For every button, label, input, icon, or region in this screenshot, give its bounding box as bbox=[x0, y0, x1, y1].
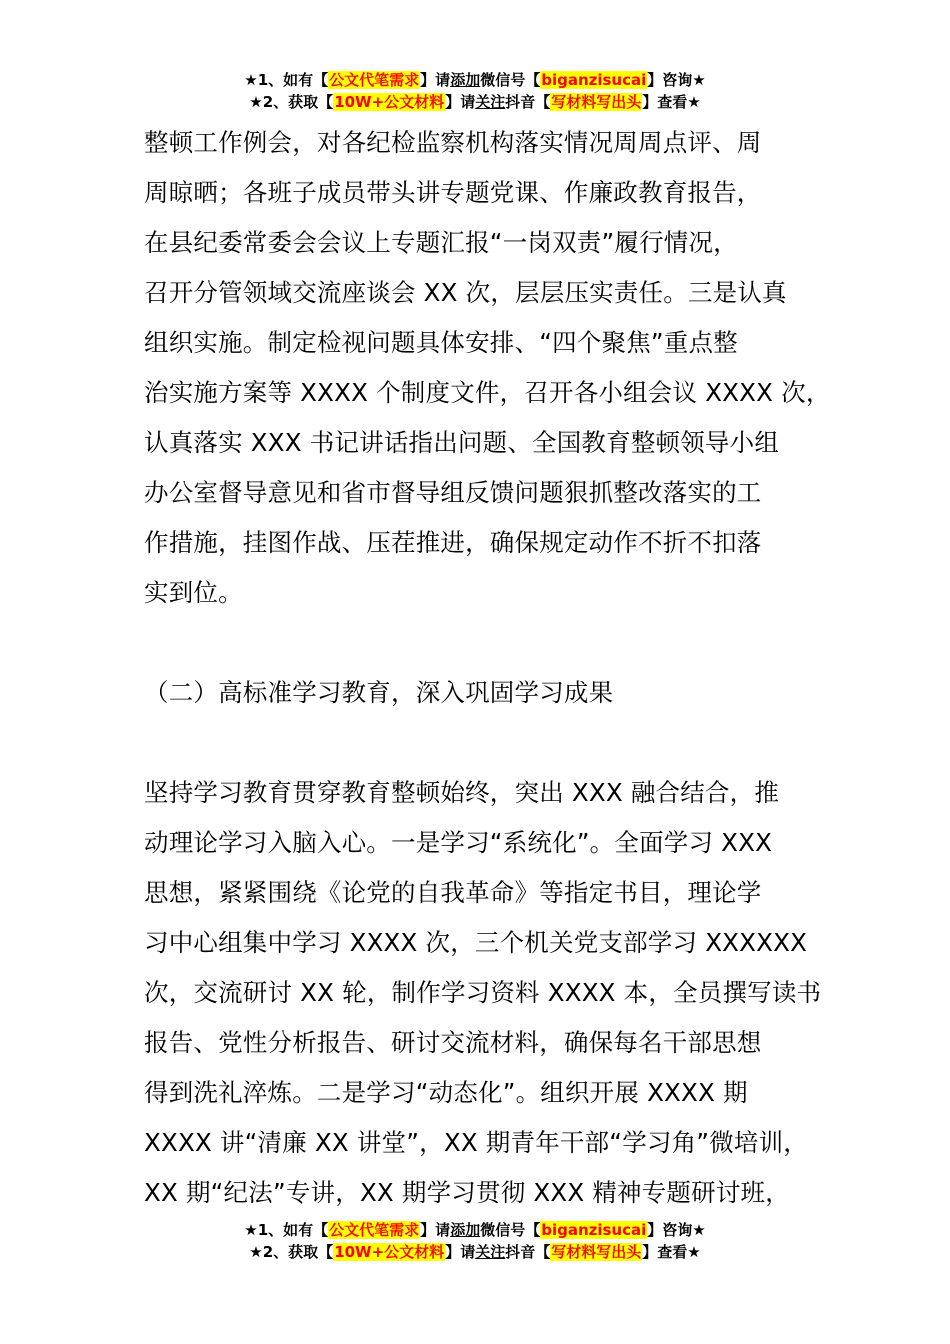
text-line: 在县纪委常委会会议上专题汇报“一岗双责”履行情况， bbox=[144, 228, 738, 257]
promo-text: 】请 bbox=[445, 93, 476, 111]
promo-text: 抖音【 bbox=[505, 1243, 551, 1261]
promo-text: 】请 bbox=[445, 1243, 476, 1261]
text-line: 作措施，挂图作战、压茬推进，确保规定动作不折不扣落 bbox=[144, 528, 762, 557]
footer-promo-banner bbox=[0, 1219, 950, 1263]
promo-text: 】咨询★ bbox=[647, 71, 706, 89]
promo-emphasis: 关注 bbox=[475, 93, 506, 111]
text-line: 习中心组集中学习 XXXX 次，三个机关党支部学习 XXXXXX bbox=[144, 928, 808, 957]
text-line: 整顿工作例会，对各纪检监察机构落实情况周周点评、周 bbox=[144, 128, 762, 157]
promo-text: 】查看★ bbox=[642, 93, 701, 111]
paragraph-1 bbox=[144, 118, 831, 618]
text-line: 认真落实 XXX 书记讲话指出问题、全国教育整顿领导小组 bbox=[144, 428, 780, 457]
text-line: 报告、党性分析报告、研讨交流材料，确保每名干部思想 bbox=[144, 1028, 762, 1057]
text-line: 实到位。 bbox=[144, 578, 243, 607]
promo-text: 】请 bbox=[420, 71, 451, 89]
promo-highlight: 写材料写出头 bbox=[551, 1243, 642, 1261]
text-line: XX 期“纪法”专讲，XX 期学习贯彻 XXX 精神专题研讨班， bbox=[144, 1178, 790, 1207]
promo-text: 抖音【 bbox=[505, 93, 551, 111]
promo-emphasis: 添加 bbox=[450, 71, 481, 89]
section-heading bbox=[144, 668, 810, 718]
promo-text: ★2、获取【 bbox=[249, 1243, 334, 1261]
promo-text: ★1、如有【 bbox=[244, 1221, 329, 1239]
text-line: XXXX 讲“清廉 XX 讲堂”，XX 期青年干部“学习角”微培训， bbox=[144, 1128, 808, 1157]
promo-highlight: biganzisucai bbox=[541, 71, 647, 89]
heading-text: （二）高标准学习教育，深入巩固学习成果 bbox=[144, 678, 614, 707]
header-promo-banner bbox=[0, 69, 950, 113]
promo-text: ★2、获取【 bbox=[249, 93, 334, 111]
promo-text: 微信号【 bbox=[480, 1221, 541, 1239]
promo-text: 】查看★ bbox=[642, 1243, 701, 1261]
paragraph-2 bbox=[144, 768, 822, 1218]
promo-line-1 bbox=[0, 1219, 950, 1241]
promo-emphasis: 关注 bbox=[475, 1243, 506, 1261]
text-line: 周晾晒；各班子成员带头讲专题党课、作廉政教育报告， bbox=[144, 178, 762, 207]
text-line: 动理论学习入脑入心。一是学习“系统化”。全面学习 XXX bbox=[144, 828, 773, 857]
text-line: 得到洗礼淬炼。二是学习“动态化”。组织开展 XXXX 期 bbox=[144, 1078, 748, 1107]
promo-highlight: 公文代笔需求 bbox=[329, 1221, 420, 1239]
text-line: 坚持学习教育贯穿教育整顿始终，突出 XXX 融合结合，推 bbox=[144, 778, 780, 807]
promo-highlight: 写材料写出头 bbox=[551, 93, 642, 111]
promo-line-2 bbox=[0, 91, 950, 113]
text-line: 治实施方案等 XXXX 个制度文件，召开各小组会议 XXXX 次， bbox=[144, 378, 831, 407]
promo-line-2 bbox=[0, 1241, 950, 1263]
promo-highlight: biganzisucai bbox=[541, 1221, 647, 1239]
text-line: 思想，紧紧围绕《论党的自我革命》等指定书目，理论学 bbox=[144, 878, 762, 907]
promo-highlight: 10W+公文材料 bbox=[334, 1243, 445, 1261]
promo-text: 】请 bbox=[420, 1221, 451, 1239]
promo-text: ★1、如有【 bbox=[244, 71, 329, 89]
text-line: 次，交流研讨 XX 轮，制作学习资料 XXXX 本，全员撰写读书 bbox=[144, 978, 822, 1007]
promo-highlight: 公文代笔需求 bbox=[329, 71, 420, 89]
text-line: 组织实施。制定检视问题具体安排、“四个聚焦”重点整 bbox=[144, 328, 738, 357]
promo-emphasis: 添加 bbox=[450, 1221, 481, 1239]
promo-text: 微信号【 bbox=[480, 71, 541, 89]
promo-line-1 bbox=[0, 69, 950, 91]
promo-text: 】咨询★ bbox=[647, 1221, 706, 1239]
promo-highlight: 10W+公文材料 bbox=[334, 93, 445, 111]
text-line: 召开分管领域交流座谈会 XX 次，层层压实责任。三是认真 bbox=[144, 278, 787, 307]
text-line: 办公室督导意见和省市督导组反馈问题狠抓整改落实的工 bbox=[144, 478, 762, 507]
